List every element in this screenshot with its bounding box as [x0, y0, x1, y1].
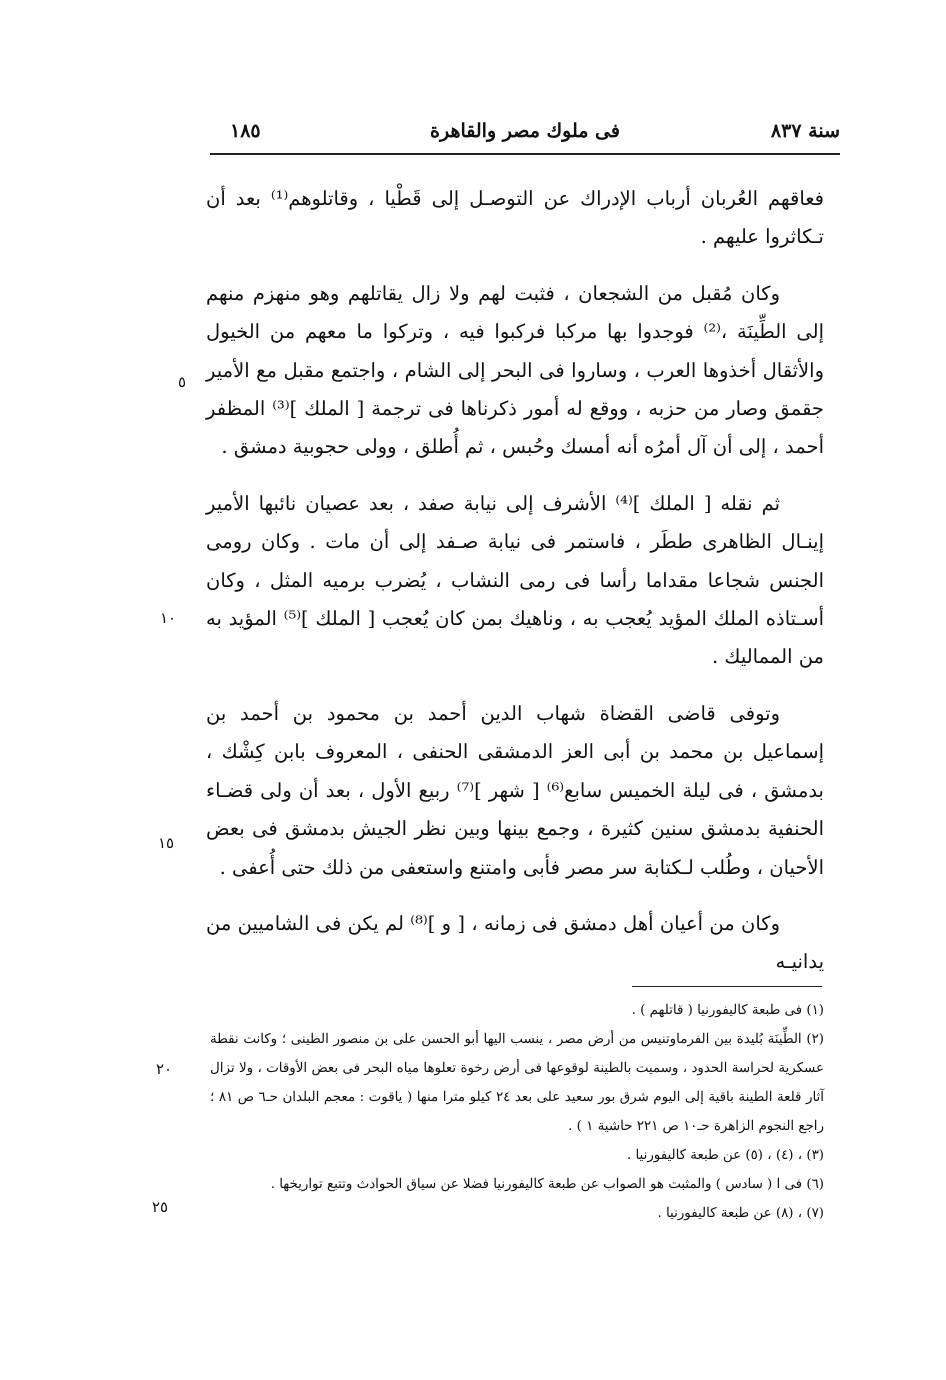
footnote: (٧) ، (٨) عن طبعة كاليفورنيا . — [657, 1206, 824, 1221]
line-number: ١٠ — [160, 609, 177, 627]
footnote: (٦) فى ا ( سادس ) والمثبت هو الصواب عن طبعة كاليفورنيا فضلا عن سياق الحوادث وتتبع تواريخها . — [270, 1177, 824, 1192]
running-header — [210, 112, 840, 152]
line-number: ١٥ — [158, 834, 175, 852]
paragraph: ثم نقله [ الملك ]⁽⁴⁾ الأشرف إلى نيابة صفد ، بعد عصيان نائبها الأمير إينـال الظاهرى ططَر ، فاستمر فى نيابة صـفد إلى أن مات . وكان رومى الجنس شجاعا مقداما رأسا فى رمى النشاب ، يُضرب برميه المثل ، وكان أسـتاذه الملك المؤيد يُعجب به ، وناهيك بمن كان يُعجب [ الملك ]⁽⁵⁾ المؤيد به من المماليك . — [206, 491, 824, 669]
footnote: (٢) الطِّينَة بُليدة بين الفرماوتنيس من أرض مصر ، ينسب اليها أبو الحسن على بن منصور الطينى ؛ وكانت نقطة عسكرية لحراسة الحدود ، وسميت بالطينة لوقوعها فى أرض رخوة تعلوها مياه البحر فى بعض الأوقات ، ولا تزال آثار قلعة الطينة باقية إلى اليوم شرق بور سعيد على بعد ٢٤ كيلو مترا منها ( ياقوت : معجم البلدان حـ٦ ص ٨١ ؛ راجع النجوم الزاهرة حـ١٠ ص ٢٢١ حاشية ١ ) . — [210, 1032, 825, 1134]
line-number: ٢٥ — [152, 1198, 169, 1216]
header-rule — [210, 153, 840, 155]
paragraph: وتوفى قاضى القضاة شهاب الدين أحمد بن محمود بن أحمد بن إسماعيل بن محمد بن أبى العز الدمشقى الحنفى ، المعروف بابن كِشْك ، بدمشق ، فى ليلة الخميس سابع⁽⁶⁾ [ شهر ]⁽⁷⁾ ربيع الأول ، بعد أن ولى قضـاء الحنفية بدمشق سنين كثيرة ، وجمع بينها وبين نظر الجيش بدمشق فى بعض الأحيان ، وطُلب لـكتابة سر مصر فأبى وامتنع واستعفى من ذلك حتى أُعفى . — [206, 701, 824, 879]
line-number: ٢٠ — [156, 1060, 173, 1078]
header-title: فى ملوك مصر والقاهرة — [430, 120, 620, 142]
footnote: (١) فى طبعة كاليفورنيا ( قاتلهم ) . — [631, 1003, 824, 1018]
paragraph: وكان مُقبل من الشجعان ، فثبت لهم ولا زال يقاتلهم وهو منهزم منهم إلى الطِّينَة ،⁽²⁾ فوجدوا بها مركبا فركبوا فيه ، وتركوا ما معهم من الخيول والأثقال أخذوها العرب ، وساروا فى البحر إلى الشام ، واجتمع مقبل مع الأمير جقمق وصار من حزبه ، ووقع له أمور ذكرناها فى ترجمة [ الملك ]⁽³⁾ المظفر أحمد ، إلى أن آل أمرُه أنه أمسك وحُبس ، ثم أُطلق ، وولى حجوبية دمشق . — [206, 281, 824, 459]
footnote: (٣) ، (٤) ، (٥) عن طبعة كاليفورنيا . — [626, 1148, 824, 1163]
paragraph: فعاقهم العُربان أرباب الإدراك عن التوصـل إلى قَطْيا ، وقاتلوهم⁽¹⁾ بعد أن تـكاثروا عليهم . — [206, 187, 824, 249]
main-text — [206, 180, 824, 1000]
header-year: سنة ٨٣٧ — [770, 120, 840, 142]
footnote-separator — [632, 986, 822, 987]
paragraph: وكان من أعيان أهل دمشق فى زمانه ، [ و ]⁽⁸⁾ لم يكن فى الشاميين من يدانيـه — [206, 911, 824, 974]
footnotes — [210, 996, 824, 1228]
page-number: ١٨٥ — [230, 120, 261, 142]
line-number: ٥ — [178, 373, 187, 391]
